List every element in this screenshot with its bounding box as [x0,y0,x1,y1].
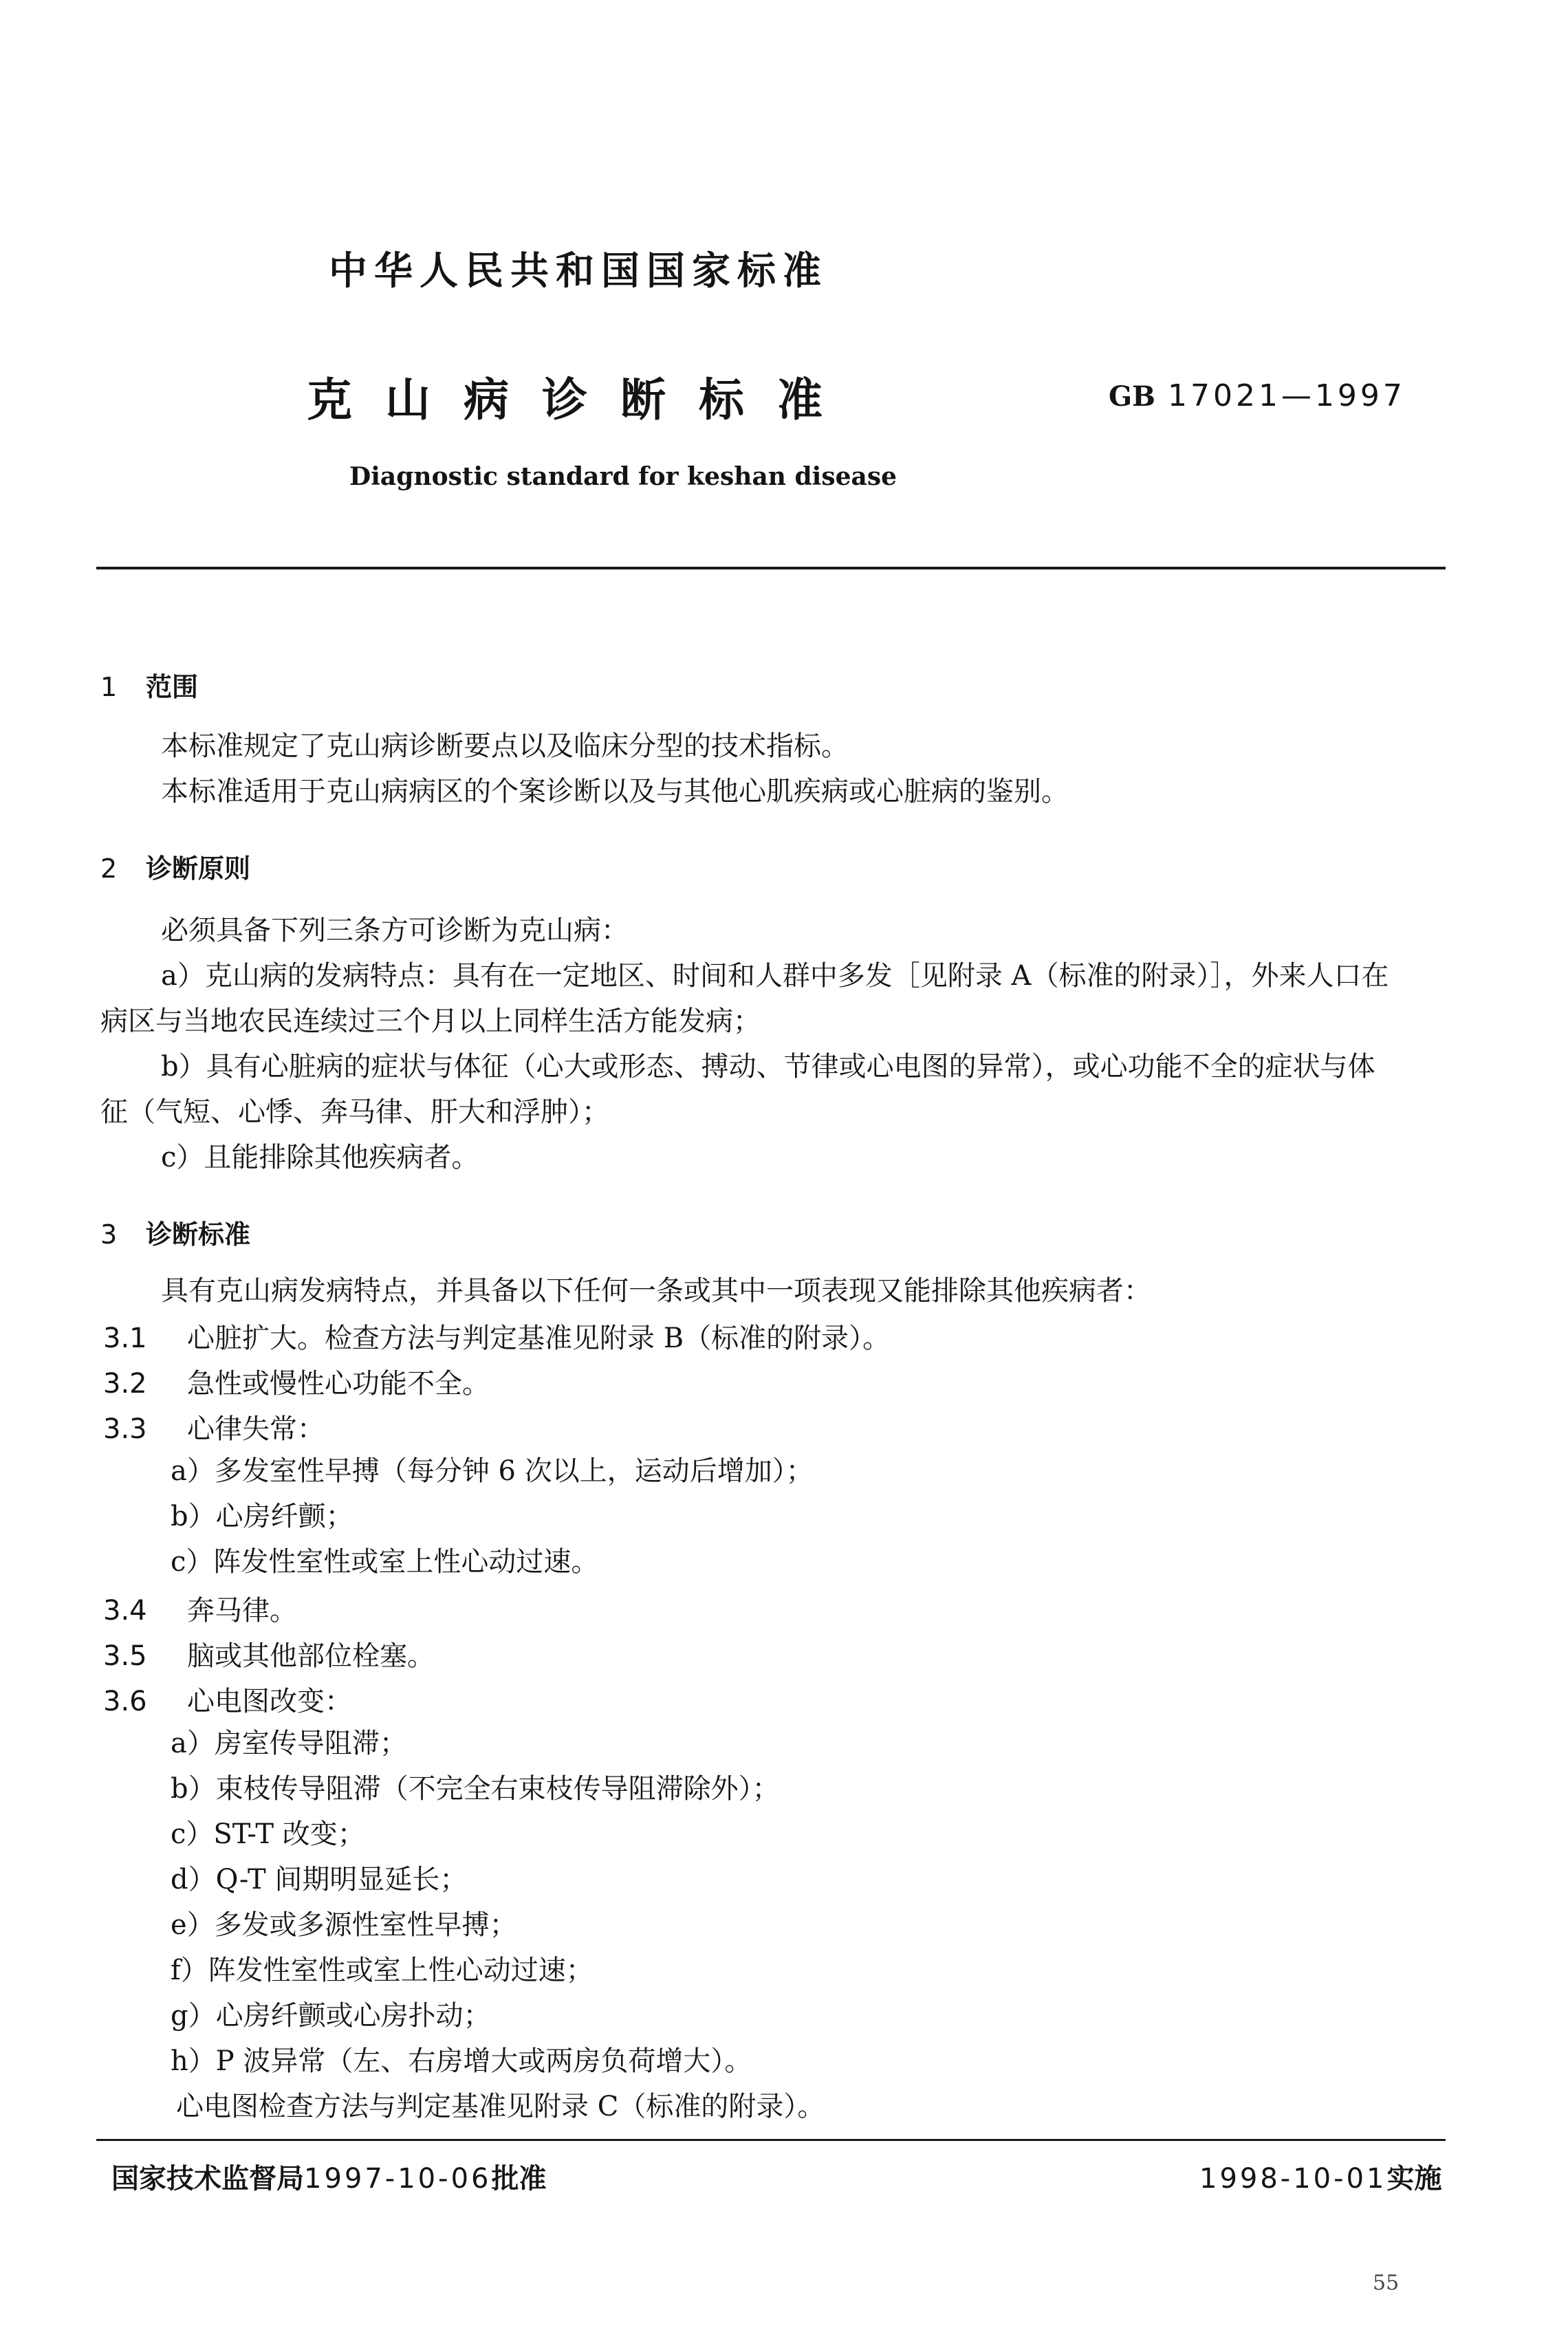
section-number: 3 [100,1219,118,1250]
list-item: b）心房纤颤； [171,1501,353,1532]
clause-text: 急性或慢性心功能不全。 [187,1368,490,1400]
effective-suffix: 实施 [1386,2163,1442,2195]
clause-text: 心电图改变： [187,1686,352,1717]
english-title: Diagnostic standard for keshan disease [349,462,897,491]
section-2-item-b-line-1: b）具有心脏病的症状与体征（心大或形态、搏动、节律或心电图的异常），或心功能不全的症状与体 [161,1051,1375,1083]
code-number: 17021—1997 [1167,378,1406,413]
section-1-paragraph-1: 本标准规定了克山病诊断要点以及临床分型的技术指标。 [161,730,849,762]
list-item: a）多发室性早搏（每分钟 6 次以上，运动后增加）； [171,1455,814,1487]
section-2-heading [100,847,250,885]
section-2-item-a-line-2: 病区与当地农民连续过三个月以上同样生活方能发病； [100,1005,761,1037]
list-item: h）P 波异常（左、右房增大或两房负荷增大）。 [171,2045,752,2077]
section-3-intro: 具有克山病发病特点，并具备以下任何一条或其中一项表现又能排除其他疾病者： [161,1275,1151,1307]
section-2-item-b-line-2: 征（气短、心悸、奔马律、肝大和浮肿）； [100,1096,609,1128]
clause-3-5 [103,1634,435,1673]
clause-number: 3.2 [103,1368,147,1400]
ecg-note: 心电图检查方法与判定基准见附录 C（标准的附录）。 [176,2091,825,2122]
clause-3-2 [103,1362,490,1401]
standard-code [1109,378,1406,413]
code-prefix: GB [1109,380,1155,413]
list-item: a）房室传导阻滞； [171,1728,407,1759]
clause-text: 奔马律。 [187,1595,297,1627]
clause-3-1 [103,1316,890,1356]
clause-number: 3.4 [103,1595,147,1627]
clause-number: 3.6 [103,1686,147,1717]
clause-text: 心律失常： [187,1413,325,1445]
list-item: c）ST-T 改变； [171,1818,365,1850]
list-item: g）心房纤颤或心房扑动； [171,2000,491,2032]
list-item: d）Q-T 间期明显延长； [171,1864,468,1895]
list-item: f）阵发性室性或室上性心动过速； [171,1955,594,1986]
approval-line [111,2157,546,2196]
section-title: 诊断标准 [146,1219,251,1250]
section-2-item-a-line-1: a）克山病的发病特点：具有在一定地区、时间和人群中多发［见附录 A（标准的附录）］，外来人口在 [161,960,1389,992]
clause-number: 3.3 [103,1413,147,1445]
approval-suffix: 批准 [491,2163,547,2195]
approval-authority: 国家技术监督局 [111,2163,304,2195]
effective-date: 1998-10-01 [1199,2163,1387,2195]
footer-divider [96,2139,1446,2141]
list-item: e）多发或多源性室性早搏； [171,1909,517,1941]
section-2-intro: 必须具备下列三条方可诊断为克山病： [161,915,629,946]
list-item: c）阵发性室性或室上性心动过速。 [171,1546,599,1578]
section-3-heading [100,1213,250,1251]
section-number: 1 [100,672,118,702]
approval-date: 1997-10-06 [304,2163,492,2195]
section-title: 范围 [146,672,199,702]
clause-number: 3.1 [103,1323,147,1354]
section-1-paragraph-2: 本标准适用于克山病病区的个案诊断以及与其他心肌疾病或心脏病的鉴别。 [161,776,1069,807]
section-title: 诊断原则 [146,854,251,884]
clause-3-3 [103,1407,325,1446]
national-standard-title: 中华人民共和国国家标准 [329,249,828,294]
clause-text: 脑或其他部位栓塞。 [187,1640,435,1672]
section-number: 2 [100,854,118,884]
header-divider [96,567,1446,569]
document-title: 克山病诊断标准 [307,373,856,426]
page-number: 55 [1373,2271,1400,2295]
clause-3-4 [103,1589,297,1628]
section-2-item-c: c）且能排除其他疾病者。 [161,1142,479,1173]
clause-3-6 [103,1680,352,1719]
clause-text: 心脏扩大。检查方法与判定基准见附录 B（标准的附录）。 [187,1323,891,1354]
list-item: b）束枝传导阻滞（不完全右束枝传导阻滞除外）； [171,1773,780,1805]
section-1-heading [100,666,198,704]
effective-line [1199,2157,1441,2196]
clause-number: 3.5 [103,1640,147,1672]
